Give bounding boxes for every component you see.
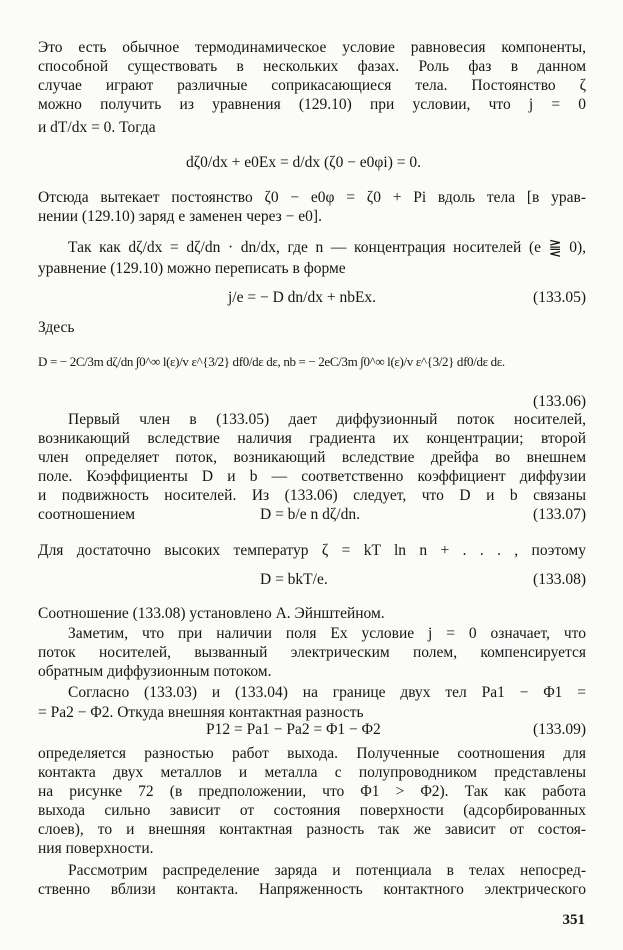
equation-zeta [38, 146, 586, 186]
text-line: и подвижность носителей. Из (133.06) следует, что D и b связаны [38, 487, 586, 504]
equation-number: (133.07) [533, 506, 586, 523]
text-line: контакта двух металлов и металла с полупроводником представлены [38, 764, 586, 781]
text-line: и dT/dx = 0. Тогда [38, 119, 156, 136]
equation-number: (133.05) [533, 289, 586, 306]
equation-body: dζ0/dx + e0Ex = d/dx (ζ0 − e0φi) = 0. [186, 154, 421, 171]
equation-number: (133.06) [533, 393, 586, 410]
equation-133-09 [38, 716, 586, 746]
text-line: уравнение (129.10) можно переписать в форме [38, 260, 346, 277]
text-line: возникающий вследствие наличия градиента их концентрации; второй [38, 430, 586, 447]
text-line: поток носителей, вызванный электрическим полем, компенсируется [38, 644, 586, 661]
text-line: ния поверхности. [38, 840, 154, 857]
text-line: = Pa2 − Φ2. Откуда внешняя контактная разность [38, 704, 364, 721]
text-line: способной существовать в нескольких фазах. Роль фаз в данном [38, 58, 586, 75]
text-line: Соотношение (133.08) установлено А. Эйнштейном. [38, 605, 385, 622]
text-line: Заметим, что при наличии поля Ex условие j = 0 означает, что [68, 625, 586, 642]
equation-133-07 [38, 498, 586, 538]
text-line: Это есть обычное термодинамическое условие равновесия компоненты, [38, 39, 586, 56]
text-line: Первый член в (133.05) дает диффузионный поток носителей, [68, 411, 586, 428]
equation-body: D = − 2C/3m dζ/dn ∫0^∞ l(ε)/v ε^{3/2} df0/dε dε, nb = − 2eC/3m ∫0^∞ l(ε)/v ε^{3/2} df0/dε dε. [38, 354, 505, 369]
text-line: случае играют различные соприкасающиеся тела. Постоянство ζ [38, 77, 586, 94]
page-number: 351 [562, 912, 585, 928]
equation-133-05 [38, 281, 586, 321]
equation-body: D = bkT/e. [260, 571, 328, 588]
text-line: можно получить из уравнения (129.10) при условии, что j = 0 [38, 96, 586, 113]
equation-body: j/e = − D dn/dx + nbEx. [228, 289, 377, 306]
equation-number: (133.08) [533, 571, 586, 588]
text-line: обратным диффузионным потоком. [38, 663, 272, 680]
equation-body: P12 = Pa1 − Pa2 = Φ1 − Φ2 [206, 721, 381, 738]
text-line: Рассмотрим распределение заряда и потенциала в телах непосред- [68, 862, 586, 879]
equation-133-06 [38, 345, 586, 387]
text-line: Отсюда вытекает постоянство ζ0 − e0φ = ζ0 + Pi вдоль тела [в урав- [38, 189, 586, 206]
text-line: выхода сильно зависит от состояния поверхности (адсорбированных [38, 802, 586, 819]
text-line: поле. Коэффициенты D и b — соответственно коэффициент диффузии [38, 468, 586, 485]
text-line: соотношением [38, 506, 136, 523]
text-line: Здесь [38, 319, 75, 336]
equation-number: (133.09) [533, 721, 586, 738]
text-line: ственно вблизи контакта. Напряженность контактного электрического [38, 881, 586, 898]
text-line: Для достаточно высоких температур ζ = kT ln n + . . . , поэтому [38, 542, 586, 559]
text-line: нении (129.10) заряд e заменен через − e0]. [38, 208, 322, 225]
text-line: Так как dζ/dx = dζ/dn · dn/dx, где n — концентрация носителей (e ⪌ 0), [68, 239, 586, 256]
text-line: Согласно (133.03) и (133.04) на границе двух тел Pa1 − Φ1 = [68, 684, 586, 701]
text-line: определяется разностью работ выхода. Полученные соотношения для [38, 745, 586, 762]
text-line: на рисунке 72 (в предположении, что Φ1 > Φ2). Так как работа [38, 783, 586, 800]
equation-body: D = b/e n dζ/dn. [260, 506, 360, 523]
equation-133-08 [38, 563, 586, 603]
text-line: слоев), то и внешняя контактная разность так же зависит от состоя- [38, 821, 586, 838]
text-line: член определяет поток, возникающий вследствие дрейфа во внешнем [38, 449, 586, 466]
